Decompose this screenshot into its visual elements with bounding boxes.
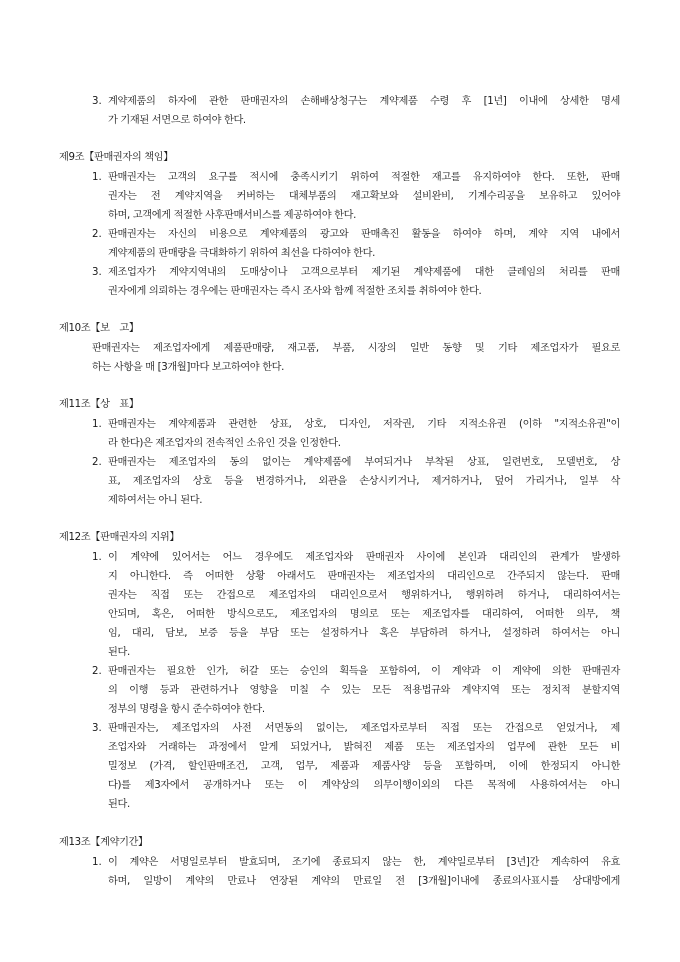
item-line: 권자에게 의뢰하는 경우에는 판매권자는 즉시 조사와 함께 적절한 조치를 취하여야 한다. xyxy=(108,286,482,297)
item-line: 다)를 제3자에서 공개하거나 또는 이 계약상의 의무이행이외의 다른 목적에 사용하여서는 아니 xyxy=(108,780,620,791)
item-line: 된다. xyxy=(108,799,130,810)
item-line: 라 한다)은 제조업자의 전속적인 소유인 것을 인정한다. xyxy=(108,438,341,449)
item-line: 판매권자는, 제조업자의 사전 서면동의 없이는, 제조업자로부터 직접 또는 간접으로 얻었거나, 제 xyxy=(108,723,620,734)
item-number: 1. xyxy=(92,552,102,563)
item-number: 3. xyxy=(92,723,102,734)
article-heading: 제10조【보 고】 xyxy=(59,323,139,334)
item-line: 하며, 고객에게 적절한 사후판매서비스를 제공하여야 한다. xyxy=(108,210,357,221)
item-line: 가 기재된 서면으로 하여야 한다. xyxy=(108,115,246,126)
item-line: 조업자와 거래하는 과정에서 알게 되었거나, 밝혀진 제품 또는 제조업자의 업무에 관한 모든 비 xyxy=(108,742,620,753)
item-line: 밀정보 (가격, 할인판매조건, 고객, 업무, 제품과 제품사양 등을 포함하며, 이에 한정되지 아니한 xyxy=(108,761,620,772)
item-line: 계약제품의 하자에 관한 판매권자의 손해배상청구는 계약제품 수령 후 [1년] 이내에 상세한 명세 xyxy=(108,96,620,107)
item-line: 임, 대리, 담보, 보증 등을 부담 또는 설정하거나 혹은 부담하려 하거나, 설정하려 하여서는 아니 xyxy=(108,628,620,639)
item-line: 계약제품의 판매량을 극대화하기 위하여 최선을 다하여야 한다. xyxy=(108,248,375,259)
item-line: 이 계약은 서명일로부터 발효되며, 조기에 종료되지 않는 한, 계약일로부터 [3년]간 계속하여 유효 xyxy=(108,857,620,868)
item-number: 1. xyxy=(92,172,102,183)
item-number: 3. xyxy=(92,96,102,107)
item-number: 1. xyxy=(92,857,102,868)
item-line: 이 계약에 있어서는 어느 경우에도 제조업자와 판매권자 사이에 본인과 대리인의 관계가 발생하 xyxy=(108,552,620,563)
item-line: 권자는 전 계약지역을 커버하는 대체부품의 재고확보와 설비완비, 기계수리공을 보유하고 있어야 xyxy=(108,191,620,202)
article-heading: 제12조【판매권자의 지위】 xyxy=(59,532,180,543)
item-line: 정부의 명령을 항시 준수하여야 한다. xyxy=(108,704,265,715)
item-line: 지 아니한다. 즉 어떠한 상황 아래서도 판매권자는 제조업자의 대리인으로 간주되지 않는다. 판매 xyxy=(108,571,620,582)
article-line: 판매권자는 제조업자에게 제품판매량, 재고품, 부품, 시장의 일반 동향 및 기타 제조업자가 필요로 xyxy=(92,343,620,354)
item-line: 판매권자는 필요한 인가, 허갈 또는 승인의 획득을 포함하여, 이 계약과 이 계약에 의한 판매권자 xyxy=(108,666,620,677)
item-line: 된다. xyxy=(108,647,130,658)
item-number: 2. xyxy=(92,457,102,468)
item-line: 표, 제조업자의 상호 등을 변경하거나, 외관을 손상시키거나, 제거하거나, 덮어 가리거나, 일부 삭 xyxy=(108,476,620,487)
item-number: 2. xyxy=(92,666,102,677)
item-line: 안되며, 혹은, 어떠한 방식으로도, 제조업자의 명의로 또는 제조업자를 대리하여, 어떠한 의무, 책 xyxy=(108,609,620,620)
item-number: 3. xyxy=(92,267,102,278)
article-heading: 제13조【계약기간】 xyxy=(59,837,148,848)
item-number: 1. xyxy=(92,419,102,430)
item-line: 판매권자는 고객의 요구를 적시에 충족시키기 위하여 적절한 재고를 유지하여야 한다. 또한, 판매 xyxy=(108,172,620,183)
item-line: 판매권자는 제조업자의 동의 없이는 계약제품에 부여되거나 부착된 상표, 일련번호, 모델번호, 상 xyxy=(108,457,620,468)
item-line: 권자는 직접 또는 간접으로 제조업자의 대리인으로서 행위하거나, 행위하려 하거나, 대리하여서는 xyxy=(108,590,620,601)
article-heading: 제9조【판매권자의 책임】 xyxy=(59,152,174,163)
item-number: 2. xyxy=(92,229,102,240)
item-line: 하며, 일방이 계약의 만료나 연장된 계약의 만료일 전 [3개월]이내에 종료의사표시를 상대방에게 xyxy=(108,876,620,887)
item-line: 판매권자는 계약제품과 관련한 상표, 상호, 디자인, 저작권, 기타 지적소유권 (이하 "지적소유권"이 xyxy=(108,419,620,430)
article-heading: 제11조【상 표】 xyxy=(59,399,139,410)
article-line: 하는 사항을 매 [3개월]마다 보고하여야 한다. xyxy=(92,362,285,373)
item-line: 제하여서는 아니 된다. xyxy=(108,495,203,506)
item-line: 제조업자가 계약지역내의 도매상이나 고객으로부터 제기된 계약제품에 대한 클레임의 처리를 판매 xyxy=(108,267,620,278)
item-line: 판매권자는 자신의 비용으로 계약제품의 광고와 판매촉진 활동을 하여야 하며, 계약 지역 내에서 xyxy=(108,229,620,240)
item-line: 의 이행 등과 관련하거나 영향을 미칠 수 있는 모든 적용법규와 계약지역 또는 정치적 분할지역 xyxy=(108,685,620,696)
